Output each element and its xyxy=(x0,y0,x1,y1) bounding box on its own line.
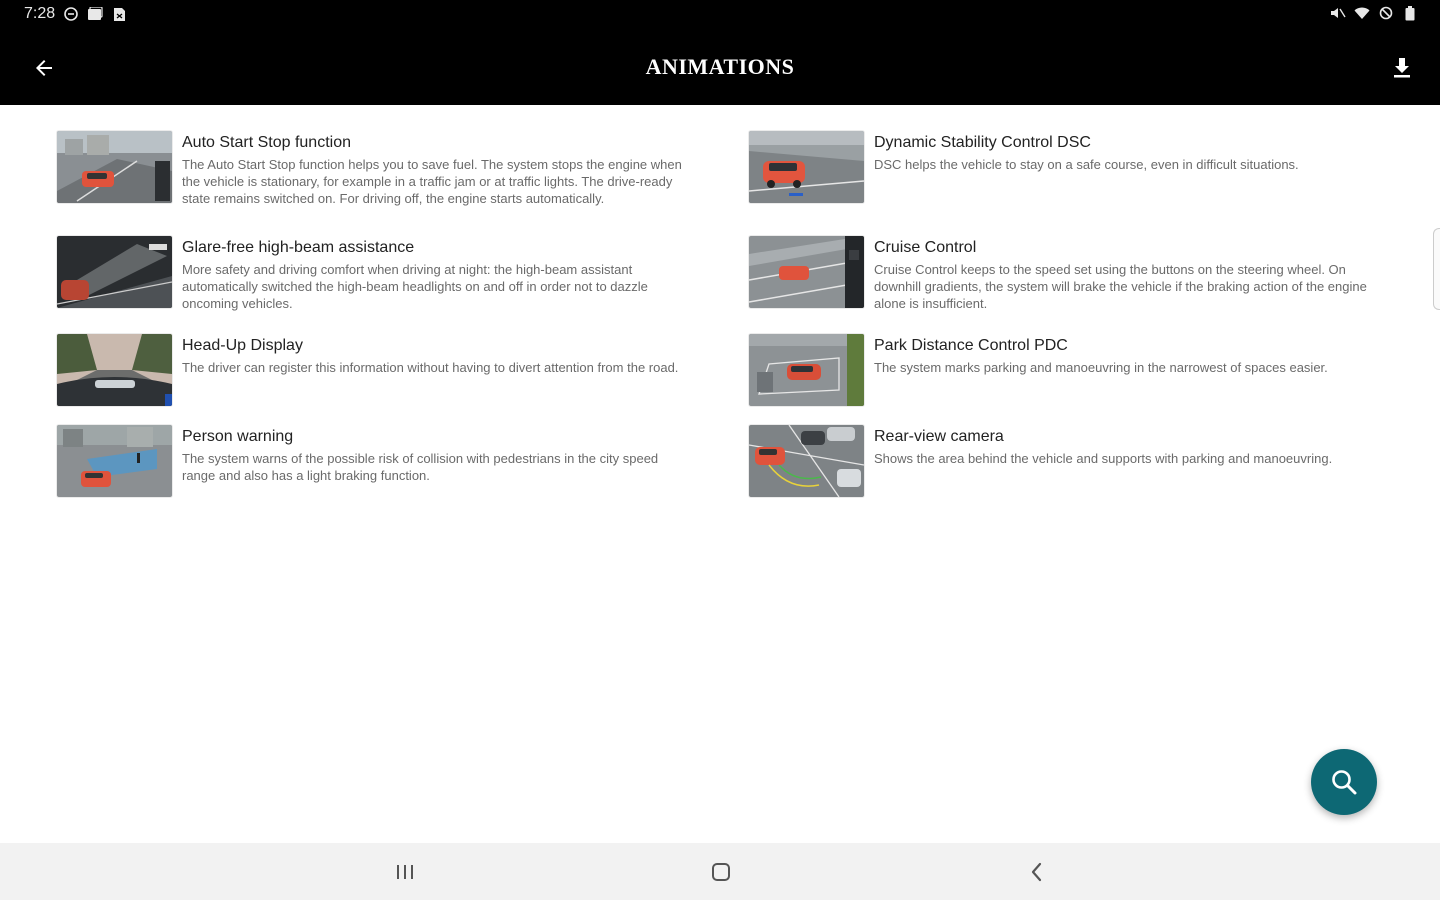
status-right xyxy=(1330,5,1418,21)
mute-icon xyxy=(1330,5,1346,21)
animations-list xyxy=(0,105,1440,843)
search-button[interactable] xyxy=(1311,749,1377,815)
page-title: ANIMATIONS xyxy=(645,54,795,79)
do-not-disturb-icon xyxy=(63,6,79,22)
item-title: Person warning xyxy=(182,428,294,445)
thumbnail-auto-start-stop xyxy=(57,131,172,203)
list-item[interactable] xyxy=(57,425,692,497)
wifi-icon xyxy=(1354,5,1370,21)
item-description: The Auto Start Stop function helps you to save fuel. The system stops the engine when the vehicle is stationary, for example in a traffic jam or at traffic lights. The drive-ready state remains switched on. For driving off, the engine starts automatically. xyxy=(182,157,682,206)
system-back-button[interactable] xyxy=(1022,857,1052,887)
item-title: Auto Start Stop function xyxy=(182,134,351,151)
gallery-icon xyxy=(87,6,103,22)
item-description: The driver can register this information without having to divert attention from the road. xyxy=(182,360,679,375)
item-title: Rear-view camera xyxy=(874,428,1004,445)
list-item[interactable] xyxy=(57,334,692,406)
list-item[interactable] xyxy=(749,425,1384,497)
item-title: Glare-free high-beam assistance xyxy=(182,239,415,256)
thumbnail-park-distance-control xyxy=(749,334,864,406)
list-item[interactable] xyxy=(749,236,1384,312)
scroll-handle[interactable] xyxy=(1433,228,1440,310)
blocked-icon xyxy=(1378,5,1394,21)
thumbnail-cruise-control xyxy=(749,236,864,308)
thumbnail-dsc xyxy=(749,131,864,203)
home-icon xyxy=(710,861,732,883)
item-title: Dynamic Stability Control DSC xyxy=(874,134,1091,151)
item-description: DSC helps the vehicle to stay on a safe course, even in difficult situations. xyxy=(874,157,1299,172)
item-title: Head-Up Display xyxy=(182,337,303,354)
item-description: The system warns of the possible risk of collision with pedestrians in the city speed range and also has a light braking function. xyxy=(182,451,659,483)
file-icon xyxy=(111,6,127,22)
app-bar xyxy=(0,30,1440,105)
home-button[interactable] xyxy=(706,857,736,887)
status-bar xyxy=(0,0,1440,30)
download-button[interactable] xyxy=(1386,52,1418,84)
item-description: The system marks parking and manoeuvring in the narrowest of spaces easier. xyxy=(874,360,1328,375)
item-title: Cruise Control xyxy=(874,239,977,256)
thumbnail-person-warning xyxy=(57,425,172,497)
item-title: Park Distance Control PDC xyxy=(874,337,1068,354)
download-icon xyxy=(1391,56,1413,80)
item-description: Cruise Control keeps to the speed set using the buttons on the steering wheel. On downhill gradients, the system will brake the vehicle if the braking action of the engine alone is insufficient. xyxy=(874,262,1367,311)
list-item[interactable] xyxy=(749,131,1384,203)
search-icon xyxy=(1329,767,1359,797)
recent-apps-icon xyxy=(394,862,416,882)
item-description: More safety and driving comfort when driving at night: the high-beam assistant automatically switched the high-beam headlights on and off in order not to dazzle oncoming vehicles. xyxy=(182,262,648,311)
list-item[interactable] xyxy=(57,131,692,207)
list-item[interactable] xyxy=(749,334,1384,406)
back-icon xyxy=(1029,861,1045,883)
system-nav-bar xyxy=(0,843,1440,900)
thumbnail-rear-view-camera xyxy=(749,425,864,497)
thumbnail-high-beam xyxy=(57,236,172,308)
list-item[interactable] xyxy=(57,236,692,312)
battery-icon xyxy=(1402,5,1418,21)
status-time: 7:28 xyxy=(24,5,56,22)
recent-apps-button[interactable] xyxy=(390,857,420,887)
item-description: Shows the area behind the vehicle and supports with parking and manoeuvring. xyxy=(874,451,1333,466)
thumbnail-head-up-display xyxy=(57,334,172,406)
status-left xyxy=(24,5,127,23)
